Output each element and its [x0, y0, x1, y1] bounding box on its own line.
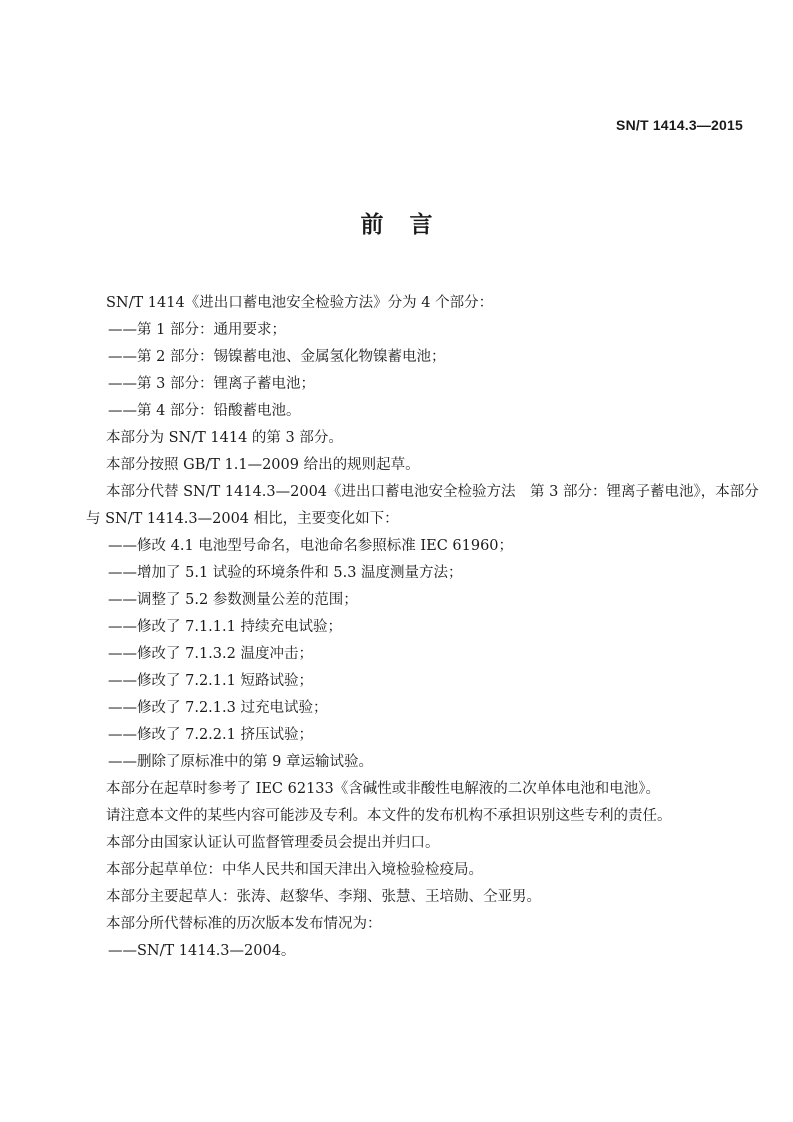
paragraph-line: 本部分代替 SN/T 1414.3—2004《进出口蓄电池安全检验方法 第 3 部分：锂离子蓄电池》，本部分 — [106, 484, 759, 500]
list-item: ——第 4 部分：铅酸蓄电池。 — [108, 403, 301, 419]
list-item: ——修改了 7.1.1.1 持续充电试验； — [108, 619, 342, 635]
list-item: ——SN/T 1414.3—2004。 — [108, 943, 296, 959]
paragraph-line: SN/T 1414《进出口蓄电池安全检验方法》分为 4 个部分： — [106, 295, 494, 311]
list-item: ——修改了 7.2.1.3 过充电试验； — [108, 700, 328, 716]
paragraph-line: 本部分为 SN/T 1414 的第 3 部分。 — [106, 430, 343, 446]
document-code: SN/T 1414.3—2015 — [616, 117, 743, 133]
list-item: ——修改 4.1 电池型号命名，电池命名参照标准 IEC 61960； — [108, 538, 514, 554]
list-item: ——修改了 7.1.3.2 温度冲击； — [108, 646, 313, 662]
paragraph-line: 本部分所代替标准的历次版本发布情况为： — [106, 916, 382, 932]
paragraph-line: 本部分起草单位：中华人民共和国天津出入境检验检疫局。 — [106, 862, 483, 878]
paragraph-line: 本部分由国家认证认可监督管理委员会提出并归口。 — [106, 835, 440, 851]
list-item: ——第 1 部分：通用要求； — [108, 322, 286, 338]
page-title: 前言 — [360, 212, 459, 238]
list-item: ——修改了 7.2.1.1 短路试验； — [108, 673, 313, 689]
list-item: ——调整了 5.2 参数测量公差的范围； — [108, 592, 358, 608]
paragraph-line: 本部分按照 GB/T 1.1—2009 给出的规则起草。 — [106, 457, 420, 473]
paragraph-line: 本部分在起草时参考了 IEC 62133《含碱性或非酸性电解液的二次单体电池和电池》。 — [106, 781, 660, 797]
paragraph-line: 本部分主要起草人：张涛、赵黎华、李翔、张慧、王培勋、仝亚男。 — [106, 889, 541, 905]
paragraph-line: 与 SN/T 1414.3—2004 相比，主要变化如下： — [86, 511, 399, 527]
list-item: ——第 3 部分：锂离子蓄电池； — [108, 376, 315, 392]
list-item: ——增加了 5.1 试验的环境条件和 5.3 温度测量方法； — [108, 565, 463, 581]
foreword-body — [86, 290, 766, 965]
list-item: ——修改了 7.2.2.1 挤压试验； — [108, 727, 313, 743]
list-item: ——第 2 部分：锡镍蓄电池、金属氢化物镍蓄电池； — [108, 349, 446, 365]
paragraph-line: 请注意本文件的某些内容可能涉及专利。本文件的发布机构不承担识别这些专利的责任。 — [106, 808, 672, 824]
list-item: ——删除了原标准中的第 9 章运输试验。 — [108, 754, 373, 770]
